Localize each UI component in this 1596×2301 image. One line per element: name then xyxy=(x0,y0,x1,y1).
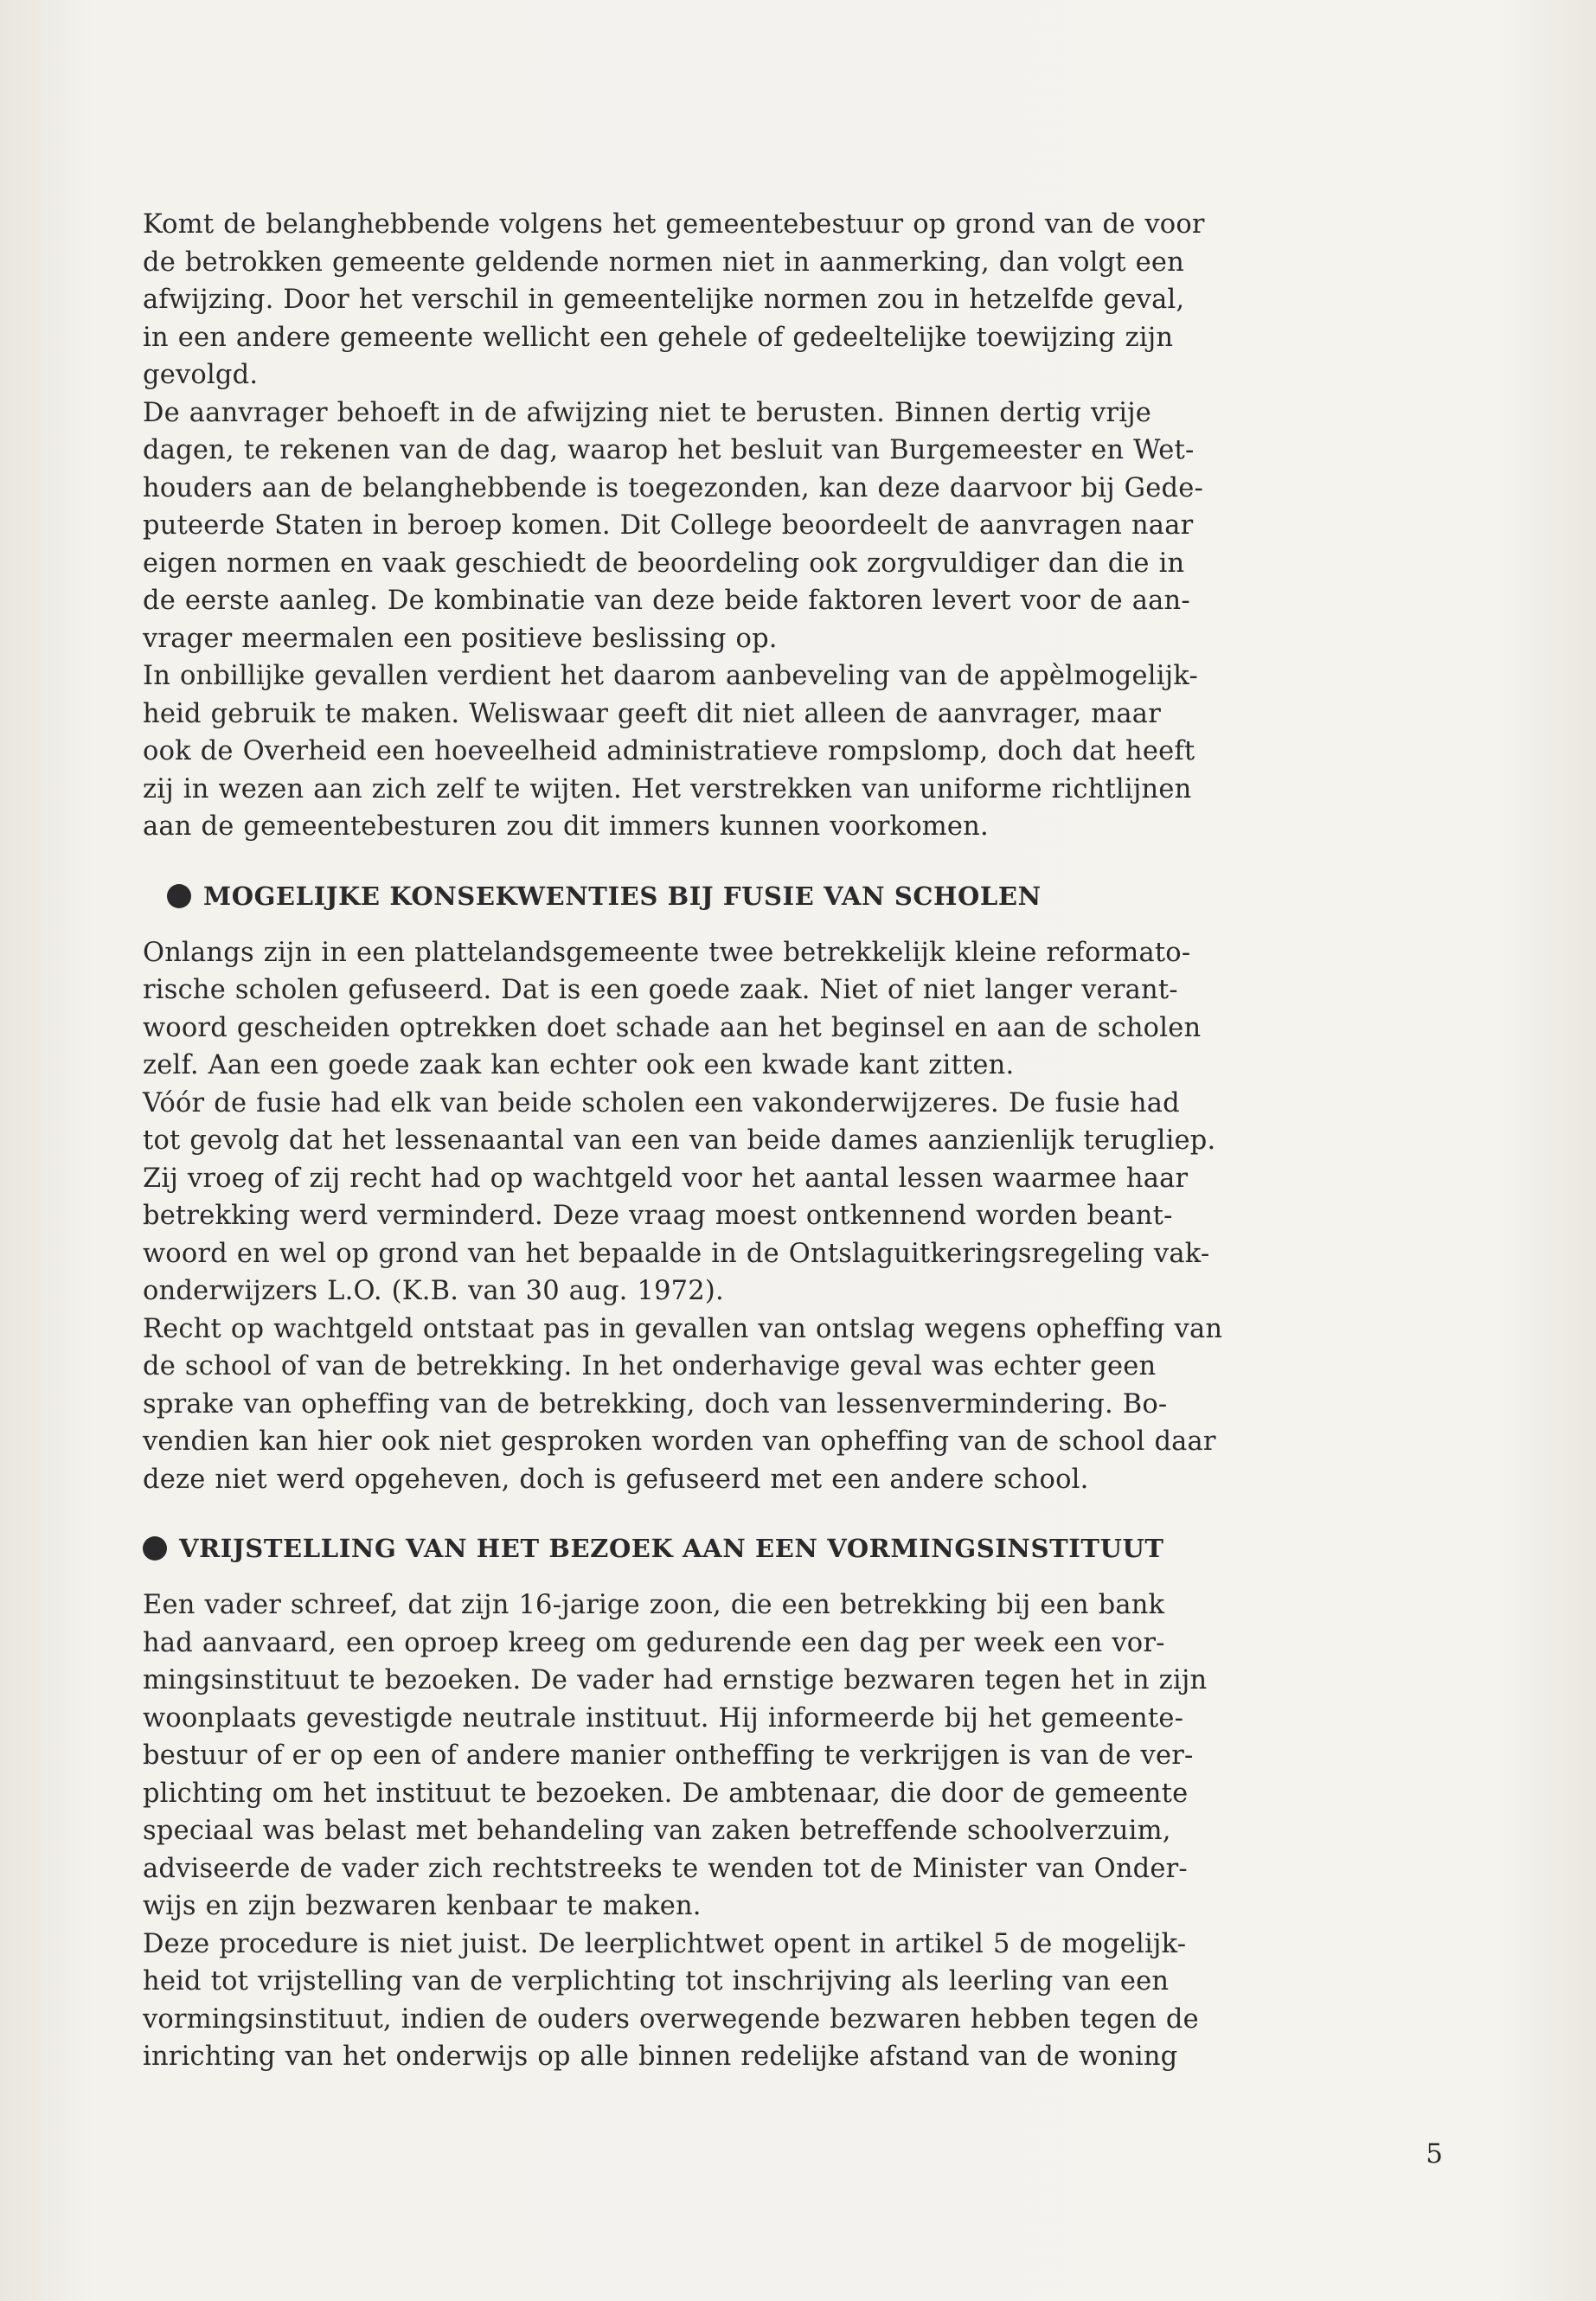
text-line: deze niet werd opgeheven, doch is gefuseerd met een andere school. xyxy=(143,1464,1089,1495)
text-line: vendien kan hier ook niet gesproken worden van opheffing van de school daar xyxy=(143,1426,1216,1457)
text-line: wijs en zijn bezwaren kenbaar te maken. xyxy=(143,1891,702,1921)
text-line: zelf. Aan een goede zaak kan echter ook een kwade kant zitten. xyxy=(143,1050,1015,1080)
text-line: dagen, te rekenen van de dag, waarop het besluit van Burgemeester en Wet- xyxy=(143,435,1195,465)
text-line: heid tot vrijstelling van de verplichting tot inschrijving als leerling van een xyxy=(143,1966,1170,1997)
intro-paragraph-2 xyxy=(143,394,1440,658)
page-number: 5 xyxy=(1426,2138,1443,2170)
text-line: had aanvaard, een oproep kreeg om gedurende een dag per week een vor- xyxy=(143,1627,1165,1658)
text-line: De aanvrager behoeft in de afwijzing niet te berusten. Binnen dertig vrije xyxy=(143,397,1152,428)
text-line: adviseerde de vader zich rechtstreeks te wenden tot de Minister van Onder- xyxy=(143,1853,1188,1884)
section1-paragraph-2 xyxy=(143,1085,1440,1311)
text-line: aan de gemeentebesturen zou dit immers kunnen voorkomen. xyxy=(143,811,989,842)
text-line: in een andere gemeente wellicht een gehele of gedeeltelijke toewijzing zijn xyxy=(143,322,1174,353)
text-line: zij in wezen aan zich zelf te wijten. Het verstrekken van uniforme richtlijnen xyxy=(143,773,1192,804)
text-line: tot gevolg dat het lessenaantal van een van beide dames aanzienlijk terugliep. xyxy=(143,1125,1216,1156)
text-line: woord gescheiden optrekken doet schade aan het beginsel en aan de scholen xyxy=(143,1012,1202,1043)
text-line: ook de Overheid een hoeveelheid administratieve rompslomp, doch dat heeft xyxy=(143,736,1195,766)
text-line: vormingsinstituut, indien de ouders overwegende bezwaren hebben tegen de xyxy=(143,2003,1199,2035)
text-line: vrager meermalen een positieve beslissing op. xyxy=(143,623,778,654)
intro-paragraph-3 xyxy=(143,657,1440,846)
text-line: speciaal was belast met behandeling van zaken betreffende schoolverzuim, xyxy=(143,1816,1171,1846)
text-line: Onlangs zijn in een plattelandsgemeente twee betrekkelijk kleine reformato- xyxy=(143,937,1191,968)
text-line: heid gebruik te maken. Weliswaar geeft dit niet alleen de aanvrager, maar xyxy=(143,698,1161,729)
text-line: de betrokken gemeente geldende normen niet in aanmerking, dan volgt een xyxy=(143,247,1185,278)
bullet-icon xyxy=(143,1536,167,1561)
text-line: de school of van de betrekking. In het onderhavige geval was echter geen xyxy=(143,1351,1157,1381)
text-line: mingsinstituut te bezoeken. De vader had ernstige bezwaren tegen het in zijn xyxy=(143,1665,1208,1695)
section-heading-text: VRIJSTELLING VAN HET BEZOEK AAN EEN VORMINGSINSTITUUT xyxy=(179,1534,1164,1563)
text-line: de eerste aanleg. De kombinatie van deze beide faktoren levert voor de aan- xyxy=(143,586,1190,616)
section-heading-vrijstelling xyxy=(143,1529,1440,1567)
text-line: inrichting van het onderwijs op alle binnen redelijke afstand van de woning xyxy=(143,2041,1178,2072)
text-line: sprake van opheffing van de betrekking, doch van lessenvermindering. Bo- xyxy=(143,1388,1168,1420)
section-heading-fusie xyxy=(143,877,1440,915)
text-line: gevolgd. xyxy=(143,360,259,390)
text-line: Zij vroeg of zij recht had op wachtgeld voor het aantal lessen waarmee haar xyxy=(143,1163,1189,1194)
text-line: afwijzing. Door het verschil in gemeentelijke normen zou in hetzelfde geval, xyxy=(143,285,1185,315)
text-line: betrekking werd verminderd. Deze vraag moest ontkennend worden beant- xyxy=(143,1201,1173,1231)
intro-paragraph-1 xyxy=(143,206,1440,394)
text-line: rische scholen gefuseerd. Dat is een goede zaak. Niet of niet langer verant- xyxy=(143,975,1178,1005)
text-line: puteerde Staten in beroep komen. Dit College beoordeelt de aanvragen naar xyxy=(143,510,1194,541)
section1-paragraph-1 xyxy=(143,934,1440,1085)
section2-paragraph-2 xyxy=(143,1926,1440,2076)
bullet-icon xyxy=(167,884,191,908)
text-line: onderwijzers L.O. (K.B. van 30 aug. 1972). xyxy=(143,1276,724,1306)
text-line: woonplaats gevestigde neutrale instituut. Hij informeerde bij het gemeente- xyxy=(143,1702,1184,1734)
text-line: plichting om het instituut te bezoeken. De ambtenaar, die door de gemeente xyxy=(143,1778,1189,1809)
section1-paragraph-3 xyxy=(143,1311,1440,1499)
text-line: woord en wel op grond van het bepaalde in de Ontslaguitkeringsregeling vak- xyxy=(143,1238,1210,1269)
text-line: In onbillijke gevallen verdient het daarom aanbeveling van de appèlmogelijk- xyxy=(143,661,1198,691)
text-line: Een vader schreef, dat zijn 16-jarige zoon, die een betrekking bij een bank xyxy=(143,1590,1165,1620)
section-heading-text: MOGELIJKE KONSEKWENTIES BIJ FUSIE VAN SCHOLEN xyxy=(203,881,1042,911)
section2-paragraph-1 xyxy=(143,1586,1440,1926)
page-content xyxy=(143,206,1440,2076)
text-line: houders aan de belanghebbende is toegezonden, kan deze daarvoor bij Gede- xyxy=(143,472,1203,503)
text-line: Vóór de fusie had elk van beide scholen een vakonderwijzeres. De fusie had xyxy=(143,1087,1180,1118)
text-line: eigen normen en vaak geschiedt de beoordeling ook zorgvuldiger dan die in xyxy=(143,548,1185,579)
text-line: bestuur of er op een of andere manier ontheffing te verkrijgen is van de ver- xyxy=(143,1740,1194,1771)
text-line: Komt de belanghebbende volgens het gemeentebestuur op grond van de voor xyxy=(143,209,1205,240)
text-line: Recht op wachtgeld ontstaat pas in gevallen van ontslag wegens opheffing van xyxy=(143,1313,1223,1344)
text-line: Deze procedure is niet juist. De leerplichtwet opent in artikel 5 de mogelijk- xyxy=(143,1928,1187,1959)
